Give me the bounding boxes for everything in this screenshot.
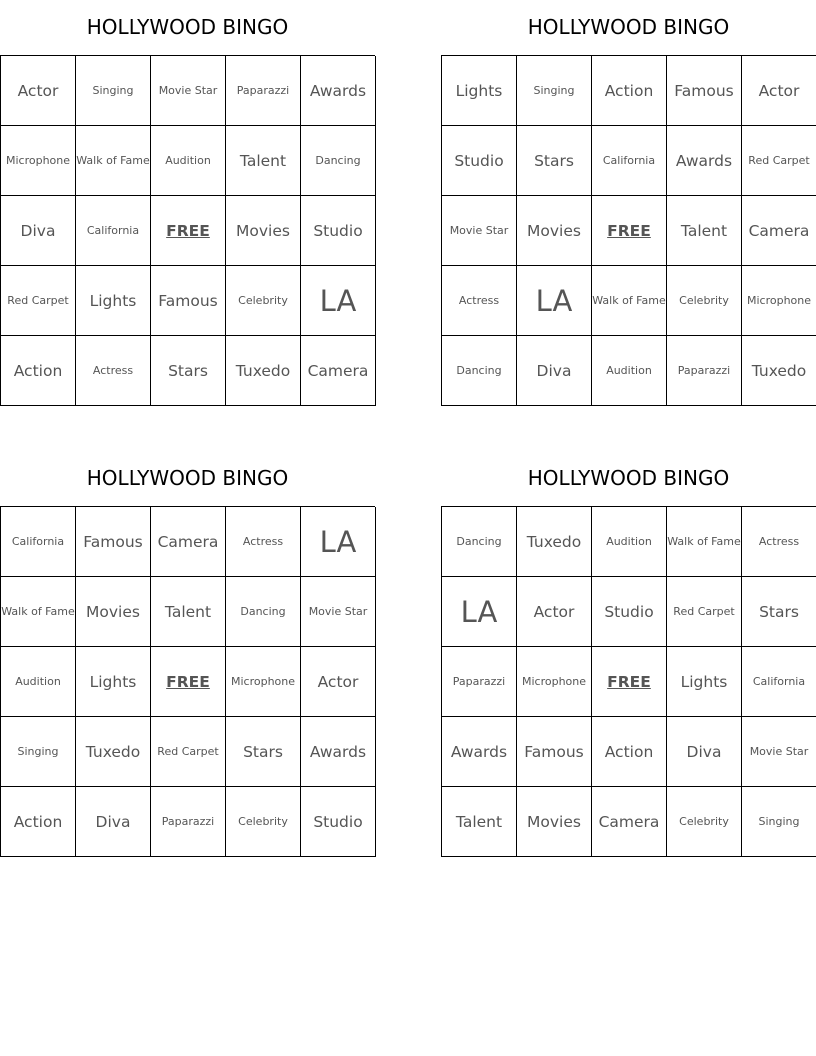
bingo-cell: LA — [517, 266, 592, 336]
bingo-cell: Walk of Fame — [1, 577, 76, 647]
bingo-cell: Paparazzi — [667, 336, 742, 406]
bingo-cell: Action — [592, 717, 667, 787]
bingo-cell: Diva — [1, 196, 76, 266]
bingo-cell: California — [1, 507, 76, 577]
bingo-cell: Walk of Fame — [667, 507, 742, 577]
bingo-cell: Studio — [592, 577, 667, 647]
bingo-cell: LA — [301, 507, 376, 577]
bingo-cell: Actress — [742, 507, 816, 577]
bingo-cell: Red Carpet — [1, 266, 76, 336]
free-space-cell: FREE — [151, 196, 226, 266]
bingo-cell: Walk of Fame — [592, 266, 667, 336]
bingo-cell: California — [592, 126, 667, 196]
bingo-cell: Action — [1, 336, 76, 406]
bingo-cell: Audition — [592, 507, 667, 577]
bingo-card-3 — [0, 451, 375, 857]
bingo-cell: Actor — [742, 56, 816, 126]
bingo-cell: Dancing — [442, 507, 517, 577]
bingo-cell: Stars — [742, 577, 816, 647]
bingo-cell: Tuxedo — [76, 717, 151, 787]
bingo-cell: Audition — [151, 126, 226, 196]
bingo-cell: Celebrity — [667, 787, 742, 857]
bingo-cell: Movie Star — [151, 56, 226, 126]
free-space-cell: FREE — [592, 647, 667, 717]
bingo-cell: Stars — [517, 126, 592, 196]
bingo-cell: Actor — [301, 647, 376, 717]
bingo-cell: Talent — [667, 196, 742, 266]
bingo-cell: Awards — [301, 56, 376, 126]
bingo-card-4 — [441, 451, 816, 857]
bingo-cell: Dancing — [301, 126, 376, 196]
bingo-cell: Talent — [151, 577, 226, 647]
bingo-cell: Movies — [226, 196, 301, 266]
bingo-cell: Walk of Fame — [76, 126, 151, 196]
bingo-cell: Diva — [667, 717, 742, 787]
bingo-cell: Actress — [442, 266, 517, 336]
bingo-cell: Actress — [76, 336, 151, 406]
bingo-cell: Singing — [517, 56, 592, 126]
bingo-cell: Action — [592, 56, 667, 126]
free-space-cell: FREE — [151, 647, 226, 717]
bingo-cell: Talent — [442, 787, 517, 857]
bingo-cell: Awards — [301, 717, 376, 787]
bingo-cell: LA — [301, 266, 376, 336]
card-title: HOLLYWOOD BINGO — [527, 15, 730, 39]
bingo-cell: Audition — [1, 647, 76, 717]
bingo-cell: Celebrity — [667, 266, 742, 336]
free-space-cell: FREE — [592, 196, 667, 266]
bingo-cell: Singing — [76, 56, 151, 126]
bingo-cell: Audition — [592, 336, 667, 406]
bingo-grid — [441, 55, 816, 406]
card-title: HOLLYWOOD BINGO — [527, 466, 730, 490]
bingo-cell: Diva — [517, 336, 592, 406]
bingo-cell: Awards — [667, 126, 742, 196]
bingo-cell: Camera — [592, 787, 667, 857]
bingo-cell: Camera — [742, 196, 816, 266]
bingo-cell: Microphone — [226, 647, 301, 717]
bingo-cell: Stars — [151, 336, 226, 406]
bingo-cell: Tuxedo — [742, 336, 816, 406]
bingo-cell: Studio — [301, 787, 376, 857]
bingo-cell: Talent — [226, 126, 301, 196]
bingo-cell: LA — [442, 577, 517, 647]
bingo-card-1 — [0, 0, 375, 406]
bingo-cell: Tuxedo — [226, 336, 301, 406]
bingo-cell: Actress — [226, 507, 301, 577]
bingo-cell: Famous — [76, 507, 151, 577]
bingo-cell: Movies — [76, 577, 151, 647]
bingo-cell: Red Carpet — [742, 126, 816, 196]
bingo-cell: Studio — [442, 126, 517, 196]
bingo-cell: Lights — [76, 647, 151, 717]
card-title: HOLLYWOOD BINGO — [86, 15, 289, 39]
bingo-cell: Awards — [442, 717, 517, 787]
bingo-cell: Action — [1, 787, 76, 857]
bingo-cell: Lights — [76, 266, 151, 336]
bingo-cell: Celebrity — [226, 266, 301, 336]
bingo-cell: Movies — [517, 787, 592, 857]
bingo-cell: Movie Star — [301, 577, 376, 647]
bingo-grid — [0, 55, 375, 406]
bingo-cell: Microphone — [742, 266, 816, 336]
bingo-cell: Movie Star — [442, 196, 517, 266]
bingo-grid — [0, 506, 375, 857]
bingo-cell: Actor — [1, 56, 76, 126]
bingo-cell: Tuxedo — [517, 507, 592, 577]
bingo-cell: Paparazzi — [226, 56, 301, 126]
bingo-cell: Microphone — [1, 126, 76, 196]
bingo-cell: Stars — [226, 717, 301, 787]
bingo-cell: Singing — [742, 787, 816, 857]
bingo-cell: Paparazzi — [151, 787, 226, 857]
bingo-cell: Red Carpet — [667, 577, 742, 647]
bingo-card-2 — [441, 0, 816, 406]
bingo-cell: Microphone — [517, 647, 592, 717]
bingo-grid — [441, 506, 816, 857]
bingo-cell: Studio — [301, 196, 376, 266]
bingo-cell: Dancing — [226, 577, 301, 647]
bingo-cell: Camera — [151, 507, 226, 577]
bingo-cell: Movie Star — [742, 717, 816, 787]
bingo-cell: Camera — [301, 336, 376, 406]
bingo-cell: Dancing — [442, 336, 517, 406]
bingo-cell: Lights — [442, 56, 517, 126]
bingo-cell: California — [76, 196, 151, 266]
bingo-cell: Singing — [1, 717, 76, 787]
bingo-cell: Paparazzi — [442, 647, 517, 717]
bingo-cell: Famous — [667, 56, 742, 126]
bingo-cell: Red Carpet — [151, 717, 226, 787]
bingo-cell: Diva — [76, 787, 151, 857]
bingo-cell: Famous — [517, 717, 592, 787]
card-title: HOLLYWOOD BINGO — [86, 466, 289, 490]
bingo-cell: Movies — [517, 196, 592, 266]
bingo-cell: Actor — [517, 577, 592, 647]
bingo-cell: California — [742, 647, 816, 717]
bingo-cell: Famous — [151, 266, 226, 336]
bingo-cell: Lights — [667, 647, 742, 717]
bingo-cell: Celebrity — [226, 787, 301, 857]
